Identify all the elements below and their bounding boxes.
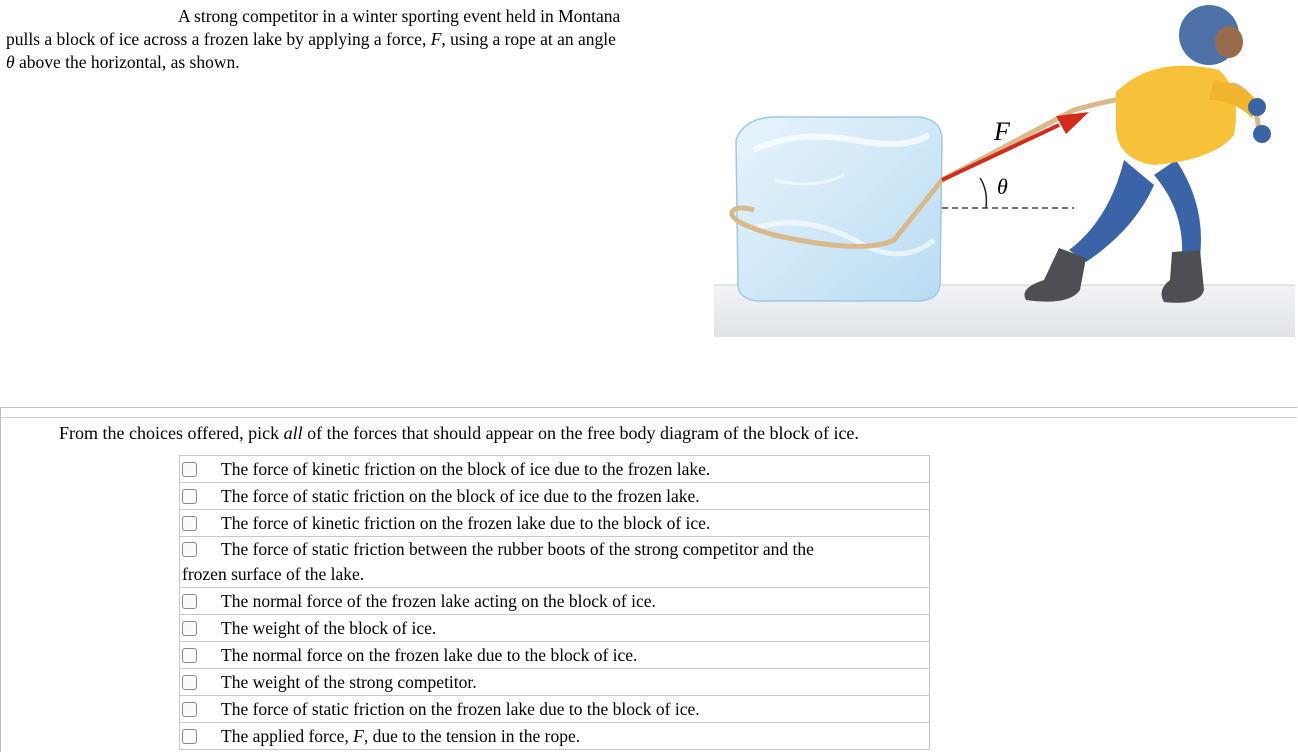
- competitor-figure: [1024, 5, 1271, 303]
- choice-checkbox[interactable]: [182, 702, 197, 717]
- choice-label: The force of kinetic friction on the block of ice due to the frozen lake.: [221, 459, 711, 479]
- intro-line-3: θ above the horizontal, as shown.: [6, 52, 240, 72]
- choice-checkbox[interactable]: [182, 675, 197, 690]
- intro-line-1: A strong competitor in a winter sporting event held in Montana: [178, 6, 621, 26]
- choice-4[interactable]: [180, 537, 930, 588]
- ice-block: [736, 117, 942, 301]
- choices-list: [179, 455, 930, 750]
- choice-checkbox[interactable]: [182, 729, 197, 744]
- choice-6[interactable]: [180, 615, 930, 642]
- force-arrow: [942, 112, 1089, 180]
- angle-variable: θ: [6, 52, 15, 72]
- panel-divider: [1, 417, 1297, 418]
- problem-figure: [714, 0, 1295, 337]
- choice-8[interactable]: [180, 669, 930, 696]
- question-panel: [0, 407, 1297, 752]
- choice-label: The force of static friction on the frozen lake due to the block of ice.: [221, 699, 700, 719]
- choice-label-cont: frozen surface of the lake.: [182, 564, 365, 584]
- force-label: F: [994, 117, 1010, 146]
- choice-3[interactable]: [180, 510, 930, 537]
- question-prompt: From the choices offered, pick all of the forces that should appear on the free body diagram of the block of ice.: [59, 423, 859, 443]
- intro-line-2: pulls a block of ice across a frozen lake by applying a force, F, using a rope at an angle: [6, 29, 616, 49]
- choice-7[interactable]: [180, 642, 930, 669]
- angle-arc: [980, 178, 986, 208]
- choice-10[interactable]: [180, 723, 930, 750]
- force-variable: F: [430, 29, 442, 49]
- choice-label: The normal force on the frozen lake due to the block of ice.: [221, 645, 638, 665]
- choice-label: The force of static friction between the rubber boots of the strong competitor and the: [221, 539, 814, 559]
- choice-checkbox[interactable]: [182, 621, 197, 636]
- choice-label: The weight of the block of ice.: [221, 618, 437, 638]
- choice-2[interactable]: [180, 483, 930, 510]
- choice-checkbox[interactable]: [182, 542, 197, 557]
- choice-checkbox[interactable]: [182, 462, 197, 477]
- choice-5[interactable]: [180, 588, 930, 615]
- choice-checkbox[interactable]: [182, 516, 197, 531]
- choice-label: The force of static friction on the block of ice due to the frozen lake.: [221, 486, 700, 506]
- choice-checkbox[interactable]: [182, 489, 197, 504]
- choice-1[interactable]: [180, 456, 930, 483]
- choice-label: The weight of the strong competitor.: [221, 672, 477, 692]
- choice-checkbox[interactable]: [182, 648, 197, 663]
- choice-checkbox[interactable]: [182, 594, 197, 609]
- choice-label: The normal force of the frozen lake acting on the block of ice.: [221, 591, 656, 611]
- choice-9[interactable]: [180, 696, 930, 723]
- choice-label: The applied force, F, due to the tension in the rope.: [221, 726, 581, 746]
- problem-statement: [6, 5, 712, 74]
- choice-label: The force of kinetic friction on the frozen lake due to the block of ice.: [221, 513, 711, 533]
- angle-label: θ: [997, 174, 1008, 199]
